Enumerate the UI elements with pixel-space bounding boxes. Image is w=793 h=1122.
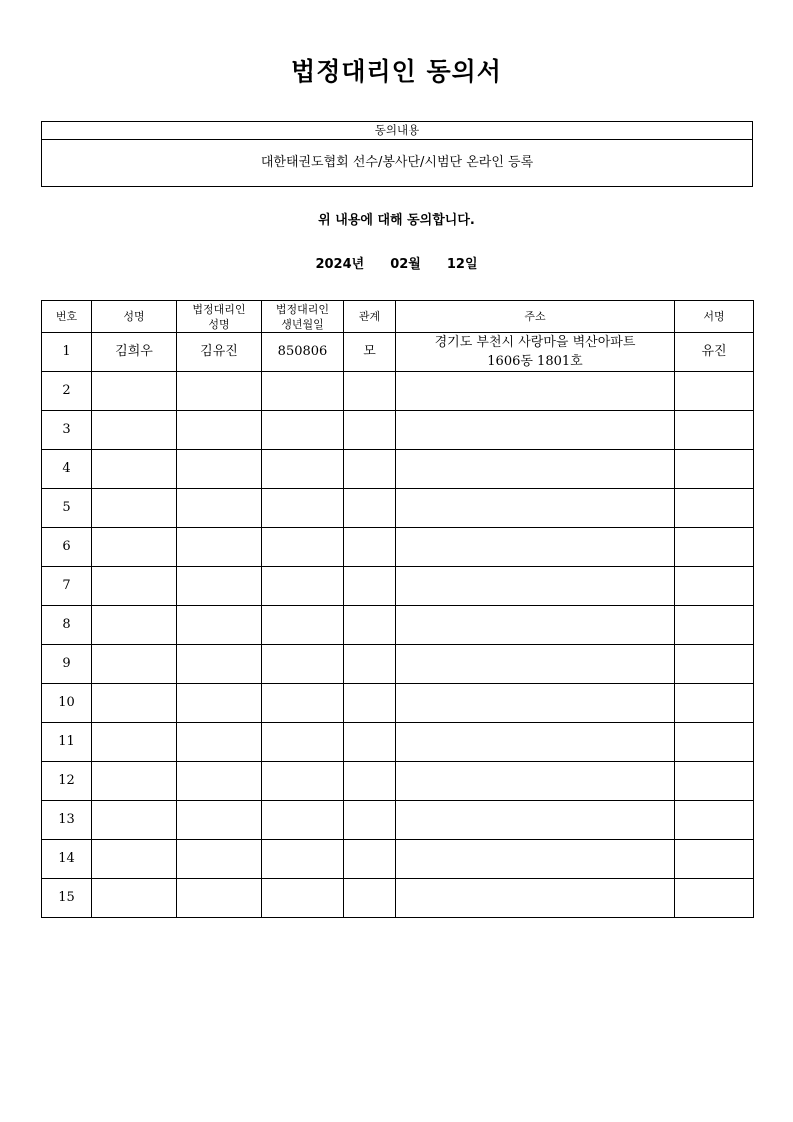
cell-guardian-name [177,762,262,801]
cell-guardian-birth [262,372,344,411]
cell-guardian-name [177,840,262,879]
cell-no: 14 [42,840,92,879]
consent-header: 동의내용 [42,122,752,140]
cell-guardian-birth [262,489,344,528]
date-line [0,253,793,272]
table-header-row [42,301,754,333]
table-row [42,645,754,684]
cell-address [396,450,675,489]
cell-relation [344,489,396,528]
table-row [42,528,754,567]
table-row [42,762,754,801]
cell-guardian-name [177,411,262,450]
cell-relation [344,684,396,723]
cell-guardian-name [177,645,262,684]
cell-name [92,723,177,762]
date-day: 12일 [446,257,478,272]
cell-guardian-name [177,801,262,840]
cell-guardian-name [177,723,262,762]
table-body [42,333,754,918]
cell-relation [344,879,396,918]
cell-signature [675,567,754,606]
cell-signature [675,801,754,840]
cell-guardian-birth [262,762,344,801]
cell-relation [344,645,396,684]
cell-signature [675,411,754,450]
cell-signature [675,372,754,411]
cell-name [92,489,177,528]
header-signature: 서명 [675,301,754,333]
table-row [42,684,754,723]
cell-guardian-name [177,489,262,528]
cell-relation [344,801,396,840]
cell-signature [675,879,754,918]
cell-address [396,606,675,645]
cell-relation [344,606,396,645]
cell-guardian-birth [262,840,344,879]
cell-relation: 모 [344,333,396,372]
cell-relation [344,528,396,567]
cell-no: 1 [42,333,92,372]
cell-guardian-birth [262,606,344,645]
cell-no: 10 [42,684,92,723]
cell-signature [675,489,754,528]
date-month: 02월 [390,257,421,272]
consent-box [41,121,753,187]
cell-signature [675,450,754,489]
header-relation: 관계 [344,301,396,333]
address-line1: 경기도 부천시 사랑마을 벽산아파트 [434,335,636,350]
cell-no: 7 [42,567,92,606]
cell-name [92,879,177,918]
cell-address [396,645,675,684]
cell-name [92,840,177,879]
document-title: 법정대리인 동의서 [291,57,502,86]
date-year: 2024년 [315,257,365,272]
cell-no: 8 [42,606,92,645]
cell-signature: 유진 [675,333,754,372]
cell-guardian-birth [262,879,344,918]
cell-name [92,411,177,450]
cell-guardian-name [177,567,262,606]
cell-relation [344,840,396,879]
cell-signature [675,606,754,645]
address-line2: 1606동 1801호 [487,354,583,369]
cell-no: 2 [42,372,92,411]
cell-address [396,801,675,840]
cell-address [396,528,675,567]
cell-name [92,450,177,489]
cell-guardian-birth [262,723,344,762]
cell-no: 5 [42,489,92,528]
cell-address [396,879,675,918]
cell-name [92,645,177,684]
table-row [42,450,754,489]
cell-name [92,801,177,840]
cell-signature [675,528,754,567]
cell-guardian-name [177,879,262,918]
cell-no: 13 [42,801,92,840]
cell-name [92,567,177,606]
cell-guardian-name [177,606,262,645]
cell-no: 9 [42,645,92,684]
cell-relation [344,567,396,606]
header-guardian-name: 법정대리인 성명 [177,301,262,333]
header-address: 주소 [396,301,675,333]
guardian-table [41,300,754,918]
cell-guardian-birth: 850806 [262,333,344,372]
cell-no: 11 [42,723,92,762]
consent-content: 대한태권도협회 선수/봉사단/시범단 온라인 등록 [260,155,534,170]
cell-no: 3 [42,411,92,450]
cell-signature [675,840,754,879]
cell-no: 4 [42,450,92,489]
cell-guardian-birth [262,684,344,723]
cell-address [396,684,675,723]
cell-relation [344,762,396,801]
cell-address [396,762,675,801]
cell-name [92,684,177,723]
cell-guardian-name [177,450,262,489]
table-row [42,879,754,918]
table-row [42,411,754,450]
table-row [42,567,754,606]
cell-name [92,528,177,567]
table-row [42,489,754,528]
cell-guardian-birth [262,567,344,606]
cell-no: 6 [42,528,92,567]
table-row [42,723,754,762]
table-row [42,801,754,840]
cell-signature [675,723,754,762]
cell-signature [675,645,754,684]
table-row [42,372,754,411]
cell-relation [344,372,396,411]
cell-guardian-name [177,528,262,567]
cell-address [396,411,675,450]
cell-guardian-birth [262,528,344,567]
cell-address [396,372,675,411]
cell-address [396,840,675,879]
cell-guardian-birth [262,411,344,450]
cell-name [92,762,177,801]
table-row [42,333,754,372]
cell-address [396,489,675,528]
agreement-statement: 위 내용에 대해 동의합니다. [318,213,475,228]
header-name: 성명 [92,301,177,333]
header-no: 번호 [42,301,92,333]
cell-guardian-name [177,372,262,411]
cell-address [396,567,675,606]
cell-name [92,372,177,411]
cell-name [92,606,177,645]
header-guardian-birth: 법정대리인 생년월일 [262,301,344,333]
cell-no: 12 [42,762,92,801]
cell-name: 김희우 [92,333,177,372]
cell-relation [344,411,396,450]
cell-signature [675,684,754,723]
table-row [42,840,754,879]
cell-guardian-birth [262,450,344,489]
cell-address [396,723,675,762]
cell-signature [675,762,754,801]
cell-address [396,333,675,372]
table-row [42,606,754,645]
cell-relation [344,450,396,489]
cell-guardian-birth [262,801,344,840]
cell-relation [344,723,396,762]
cell-guardian-name: 김유진 [177,333,262,372]
cell-guardian-name [177,684,262,723]
cell-guardian-birth [262,645,344,684]
cell-no: 15 [42,879,92,918]
